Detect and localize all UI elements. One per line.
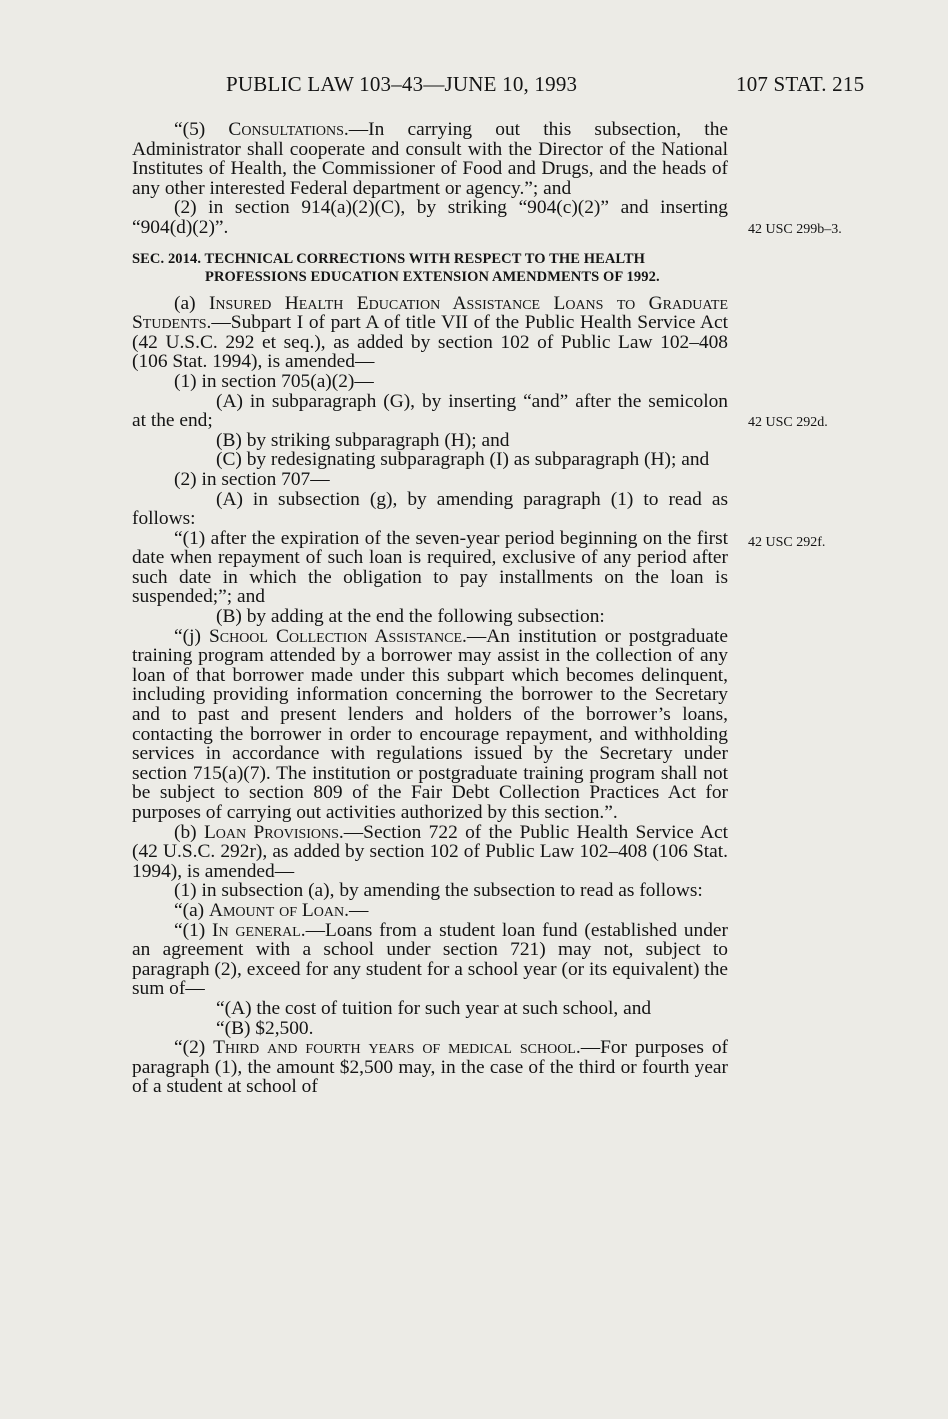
paragraph-lead: “(j) xyxy=(174,625,209,647)
paragraph-text: —For purposes of paragraph (1), the amount $2,500 may, in the case of the third or fourth year of a student at school of xyxy=(132,1037,728,1098)
paragraph: “(1) after the expiration of the seven-year period beginning on the first date when repayment of such loan is required, exclusive of any period after such date in which the obligation to pay installments on the loan is suspended;”; and xyxy=(132,527,728,608)
paragraph xyxy=(132,1038,728,1097)
paragraph: (C) by redesignating subparagraph (I) as subparagraph (H); and xyxy=(216,449,710,471)
paragraph xyxy=(132,921,728,999)
running-header-title: PUBLIC LAW 103–43—JUNE 10, 1993 xyxy=(226,72,578,96)
paragraph: (B) by striking subparagraph (H); and xyxy=(216,429,510,451)
paragraph xyxy=(132,392,728,431)
paragraph xyxy=(132,627,728,823)
paragraph-lead: (b) xyxy=(174,821,204,843)
paragraph-text: —An institution or postgraduate training program attended by a borrower may assist in the collection of any loan of that borrower made under this subpart which becomes delinquent, including providing information concerning the borrower to the Secretary and to past and present lenders and holders of the borrower’s loans, contacting the borrower in order to encourage repayment, and withholding services in accordance with regulations issued by the Secretary under section 715(a)(7). The institution or postgraduate training program shall not be subject to section 809 of the Fair Debt Collection Practices Act for purposes of carrying out activities authorized by this section.”. xyxy=(132,625,729,823)
paragraph: (2) in section 707— xyxy=(174,468,330,490)
body-text xyxy=(132,120,728,1097)
paragraph: “(A) the cost of tuition for such year at such school, and xyxy=(216,997,652,1019)
paragraph xyxy=(132,294,728,372)
paragraph: (1) in section 705(a)(2)— xyxy=(174,370,374,392)
paragraph-heading: In general. xyxy=(212,919,306,941)
running-header-page-ref: 107 STAT. 215 xyxy=(736,72,865,96)
paragraph: (2) in section 914(a)(2)(C), by striking “904(c)(2)” and inserting “904(d)(2)”. xyxy=(132,197,728,238)
paragraph-text: —Subpart I of part A of title VII of the Public Health Service Act (42 U.S.C. 292 et seq.), as added by section 102 of Public Law 102–408 (106 Stat. 1994), is amended— xyxy=(132,312,728,373)
paragraph-heading: School Collection Assistance. xyxy=(208,625,467,647)
margin-note: 42 USC 292d. xyxy=(748,415,828,430)
paragraph-lead: “(1) xyxy=(174,919,213,941)
paragraph-text: (A) in subparagraph (G), by inserting “and” after the semicolon at the end; xyxy=(132,390,728,432)
margin-note: 42 USC 292f. xyxy=(748,535,826,550)
paragraph: “(B) $2,500. xyxy=(216,1017,314,1039)
paragraph-text: — xyxy=(348,899,369,921)
paragraph-text: —In carrying out this subsection, the Administrator shall cooperate and consult with the Director of the National Institutes of Health, the Commissioner of Food and Drugs, and the heads of any other interested Federal department or agency.”; and xyxy=(132,119,728,199)
paragraph xyxy=(132,901,728,921)
paragraph: (B) by adding at the end the following subsection: xyxy=(216,606,605,628)
paragraph-lead: “(2) xyxy=(174,1037,214,1059)
paragraph-text: —Loans from a student loan fund (established under an agreement with a school under section 721) may not, subject to paragraph (2), exceed for any student for a school year (or its equivalent) the sum of— xyxy=(132,919,728,1000)
paragraph-text: —Section 722 of the Public Health Service Act (42 U.S.C. 292r), as added by section 102 of Public Law 102–408 (106 Stat. 1994), is amended— xyxy=(132,821,728,882)
paragraph-heading: Loan Provisions. xyxy=(203,821,344,843)
paragraph: (1) in subsection (a), by amending the subsection to read as follows: xyxy=(174,880,703,902)
paragraph: (A) in subsection (g), by amending paragraph (1) to read as follows: xyxy=(132,488,728,530)
paragraph xyxy=(132,823,728,882)
paragraph-heading: “(5) Consultations. xyxy=(174,119,349,140)
paragraph-heading: Amount of Loan. xyxy=(208,899,349,921)
paragraph xyxy=(132,120,728,198)
margin-note: 42 USC 299b–3. xyxy=(748,222,842,237)
paragraph-heading: Insured Health Education Assistance Loans to Graduate Students. xyxy=(132,292,728,334)
paragraph-lead: (a) xyxy=(174,292,209,314)
paragraph-lead: “(a) xyxy=(174,899,209,921)
section-heading: SEC. 2014. TECHNICAL CORRECTIONS WITH RESPECT TO THE HEALTH PROFESSIONS EDUCATION EXTENSION AMENDMENTS OF 1992. xyxy=(132,250,660,285)
paragraph-heading: Third and fourth years of medical school. xyxy=(213,1037,581,1059)
